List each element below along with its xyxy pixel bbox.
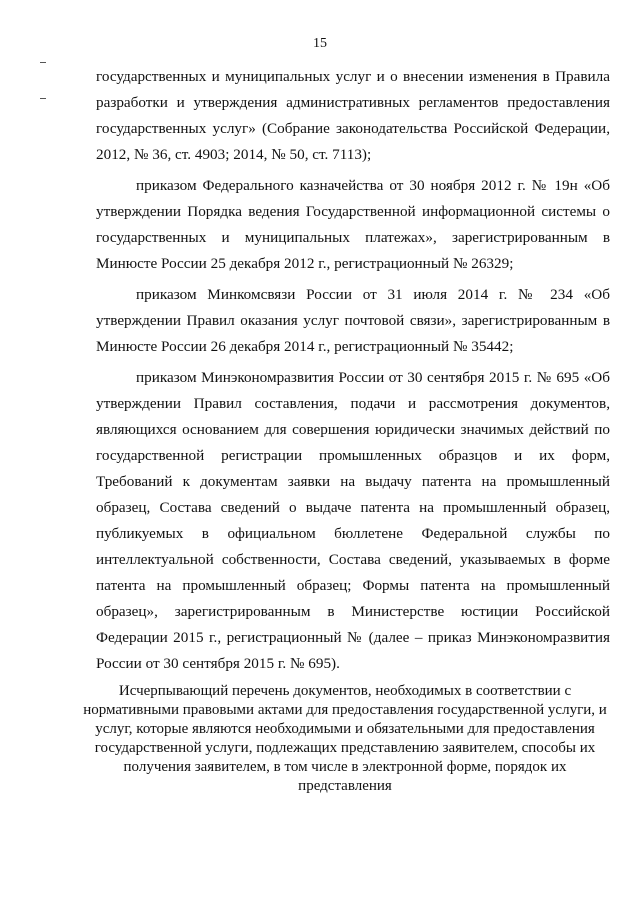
margin-mark (40, 98, 46, 99)
paragraph: приказом Минкомсвязи России от 31 июля 2014 г. № 234 «Об утверждении Правил оказания услуг почтовой связи», зарегистрированным в Минюсте России 26 декабря 2014 г., регистрационный № 35442; (96, 286, 610, 355)
paragraph: государственных и муниципальных услуг и о внесении изменения в Правила разработки и утверждения административных регламентов предоставления государственных услуг» (Собрание законодательства Российской Федерации, 2012, № 36, ст. 4903; 2014, № 50, ст. 7113); (96, 68, 610, 163)
paragraph: приказом Минэкономразвития России от 30 сентября 2015 г. № 695 «Об утверждении Правил составления, подачи и рассмотрения документов, являющихся основанием для совершения юридически значимых действий по государственной регистрации промышленных образцов и их форм, Требований к документам заявки на выдачу патента на промышленный образец, Состава сведений о выдаче патента на промышленный образец, публикуемых в официальном бюллетене Федеральной службы по интеллектуальной собственности, Состава сведений, указываемых в форме патента на промышленный образец; Формы патента на промышленный образец», зарегистрированным в Министерстве юстиции Российской Федерации 2015 г., регистрационный № (далее – приказ Минэкономразвития России от 30 сентября 2015 г. № 695). (96, 369, 610, 672)
body-text (96, 64, 610, 677)
page-number: 15 (313, 36, 327, 51)
section-heading: Исчерпывающий перечень документов, необходимых в соответствии с нормативными правовыми актами для предоставления государственной услуги, и услуг, которые являются необходимыми и обязательными для предоставления государственной услуги, подлежащих представлению заявителем, способы их получения заявителем, в том числе в электронной форме, порядок их представления (83, 683, 607, 794)
margin-mark (40, 62, 46, 63)
paragraph: приказом Федерального казначейства от 30 ноября 2012 г. № 19н «Об утверждении Порядка ведения Государственной информационной системы о государственных и муниципальных платежах», зарегистрированным в Минюсте России 25 декабря 2012 г., регистрационный № 26329; (96, 177, 610, 272)
